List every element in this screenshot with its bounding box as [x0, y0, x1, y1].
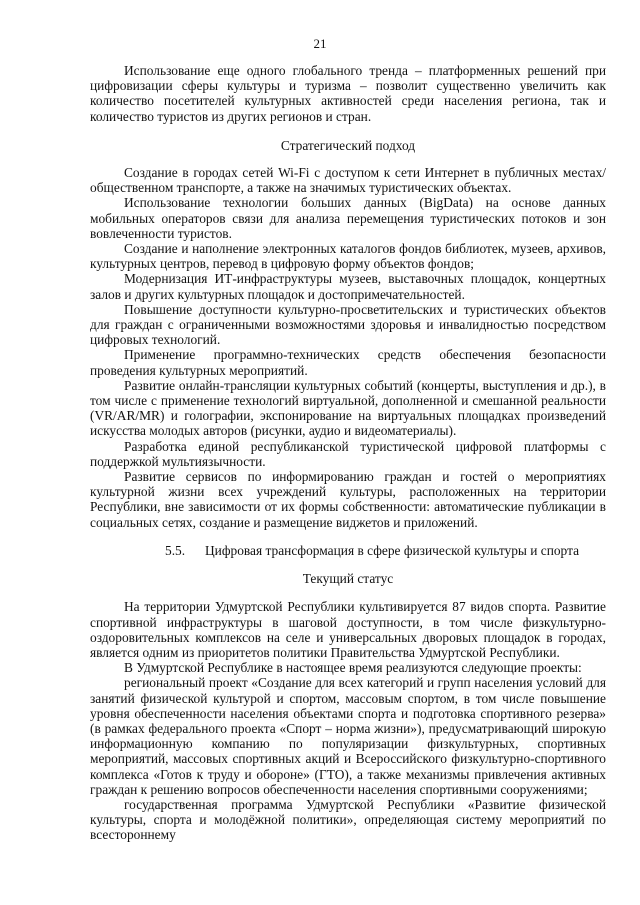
paragraph: Развитие сервисов по информированию граждан и гостей о мероприятиях культурной жизни всех учреждений культуры, расположенных на территории Республики, вне зависимости от их формы собственности: автоматические публикации в социальных сетях, создание и размещение виджетов и приложений. [90, 469, 606, 530]
section-number: 5.5. [165, 542, 186, 558]
paragraph: Применение программно-технических средств обеспечения безопасности проведения культурных мероприятий. [90, 347, 606, 378]
paragraph: Разработка единой республиканской туристической цифровой платформы с поддержкой мультиязычности. [90, 438, 606, 469]
heading-current-status: Текущий статус [302, 571, 394, 587]
document-body [90, 63, 606, 843]
paragraph: На территории Удмуртской Республики культивируется 87 видов спорта. Развитие спортивной инфраструктуры в шаговой доступности, в том числе физкультурно-оздоровительных комплексов на селе и универсальных дворовых площадок в городах, является одним из приоритетов политики Правительства Удмуртской Республики. [90, 599, 606, 660]
paragraph: Повышение доступности культурно-просветительских и туристических объектов для граждан с ограниченными возможностями здоровья и инвалидностью посредством цифровых технологий. [90, 301, 606, 348]
paragraph: Использование технологии больших данных (BigData) на основе данных мобильных операторов связи для анализа перемещения туристических потоков и зон вовлеченности туристов. [90, 195, 606, 241]
paragraph: Модернизация ИТ-инфраструктуры музеев, выставочных площадок, концертных залов и других культурных площадок и достопримечательностей. [90, 271, 606, 302]
paragraph: региональный проект «Создание для всех категорий и групп населения условий для занятий физической культурой и спортом, массовым спортом, в том числе повышение уровня обеспеченности населения объектами спорта и подготовка спортивного резерва» (в рамках федерального проекта «Спорт – норма жизни»), предусматривающий широкую информационную компанию по популяризации физкультурных, спортивных мероприятий, массовых спортивных акций и Всероссийского физкультурно-спортивного комплекса «Готов к труду и обороне» (ГТО), а также механизмы привлечения активных граждан к решению вопросов обеспеченности населения спортивными сооружениями; [90, 675, 606, 797]
paragraph: Создание и наполнение электронных каталогов фондов библиотек, музеев, архивов, культурных центров, перевод в цифровую форму объектов фондов; [90, 241, 606, 272]
paragraph: государственная программа Удмуртской Республики «Развитие физической культуры, спорта и молодёжной политики», определяющая систему мероприятий по всестороннему [90, 796, 606, 843]
paragraph: Использование еще одного глобального тренда – платформенных решений при цифровизации сферы культуры и туризма – позволит существенно увеличить как количество посетителей культурных активностей среди населения региона, так и количество туристов из других регионов и стран. [90, 63, 606, 124]
paragraph: В Удмуртской Республике в настоящее время реализуются следующие проекты: [124, 660, 582, 676]
paragraph: Создание в городах сетей Wi-Fi с доступом к сети Интернет в публичных местах/ общественном транспорте, а также на значимых туристических объектах. [90, 165, 606, 196]
section-heading [90, 543, 606, 558]
heading-strategic-approach: Стратегический подход [280, 137, 416, 153]
page-number: 21 [313, 36, 327, 51]
section-title: Цифровая трансформация в сфере физической культуры и спорта [205, 542, 580, 558]
paragraph: Развитие онлайн-трансляции культурных событий (концерты, выступления и др.), в том числе с применение технологий виртуальной, дополненной и смешанной реальности (VR/AR/MR) и голографии, экспонирование на виртуальных площадках произведений искусства молодых авторов (рисунки, аудио и видеоматериалы). [90, 377, 606, 439]
